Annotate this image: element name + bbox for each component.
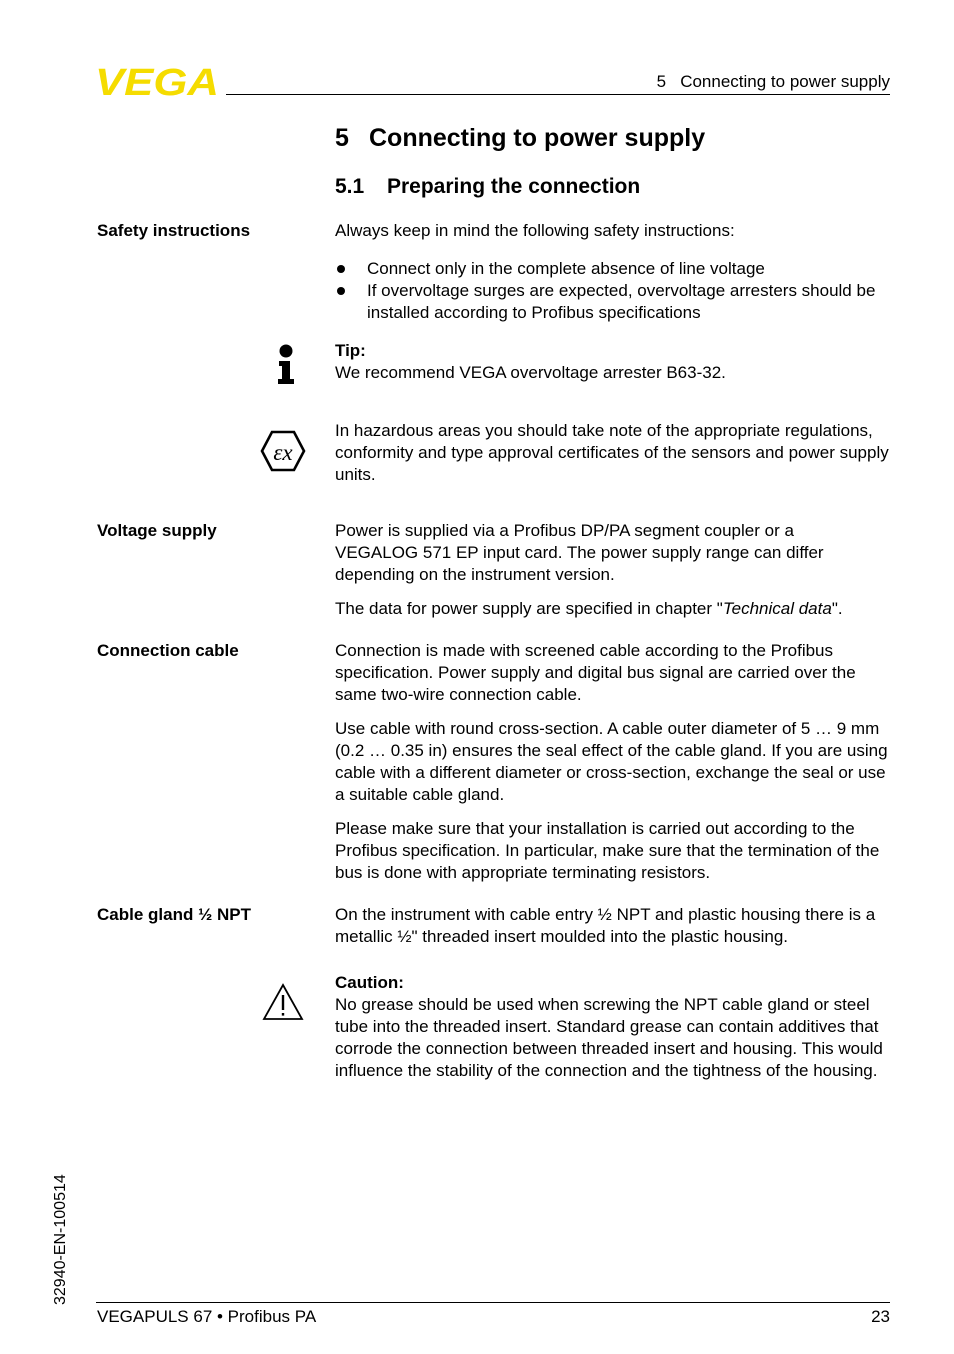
safety-intro: Always keep in mind the following safety instructions: <box>335 221 735 240</box>
tip-title: Tip: <box>335 341 366 360</box>
gland-paragraph: On the instrument with cable entry ½ NPT and plastic housing there is a metallic ½" threaded insert moulded into the plastic housing. <box>335 905 876 946</box>
cable-paragraph-2: Use cable with round cross-section. A cable outer diameter of 5 … 9 mm (0.2 … 0.35 in) ensures the seal effect of the cable gland. If you are using cable with a different diameter or cross-section, exchange the seal or use a suitable cable gland. <box>335 719 888 804</box>
ex-note-text: In hazardous areas you should take note of the appropriate regulations, conformity and type approval certificates of the sensors and power supply units. <box>335 421 889 484</box>
caution-text: No grease should be used when screwing the NPT cable gland or steel tube into the threaded insert. Standard grease can contain additives that corrode the connection between threaded insert and housing. This would influence the stability of the connection and the tightness of the housing. <box>335 995 883 1080</box>
info-icon <box>276 344 296 386</box>
header-rule <box>226 94 890 95</box>
section-heading <box>335 173 640 201</box>
ex-icon <box>260 430 306 472</box>
caution-title: Caution: <box>335 973 404 992</box>
side-heading-gland: Cable gland ½ NPT <box>97 905 251 924</box>
warning-icon <box>261 982 305 1022</box>
side-heading-safety: Safety instructions <box>97 221 251 240</box>
technical-data-reference: Technical data <box>722 599 832 618</box>
tip-text: We recommend VEGA overvoltage arrester B63-32. <box>335 363 726 382</box>
svg-text:εx: εx <box>273 440 293 465</box>
safety-list <box>335 258 895 324</box>
cable-paragraph-3: Please make sure that your installation is carried out according to the Profibus specification. In particular, make sure that the termination of the bus is done with appropriate terminating resistors. <box>335 819 880 882</box>
svg-text:VEGA: VEGA <box>95 64 219 98</box>
cable-paragraph-1: Connection is made with screened cable according to the Profibus specification. Power supply and digital bus signal are carried over the same two-wire connection cable. <box>335 641 856 704</box>
list-item: Connect only in the complete absence of line voltage <box>335 258 895 280</box>
side-heading-voltage: Voltage supply <box>97 521 217 540</box>
section-number: 5.1 <box>335 175 365 198</box>
section-title: Preparing the connection <box>387 175 641 198</box>
page-number: 23 <box>871 1307 890 1326</box>
chapter-title: Connecting to power supply <box>369 124 706 152</box>
footer-rule <box>96 1302 890 1303</box>
document-id: 32940-EN-100514 <box>52 1174 69 1305</box>
footer-product: VEGAPULS 67 • Profibus PA <box>97 1307 317 1326</box>
voltage-paragraph-2: The data for power supply are specified in chapter "Technical data". <box>335 599 843 618</box>
running-title: 5 Connecting to power supply <box>656 72 890 91</box>
vega-logo <box>95 64 221 98</box>
voltage-paragraph-1: Power is supplied via a Profibus DP/PA segment coupler or a VEGALOG 571 EP input card. The power supply range can differ depending on the instrument version. <box>335 521 824 584</box>
side-heading-cable: Connection cable <box>97 641 239 660</box>
list-item: If overvoltage surges are expected, overvoltage arresters should be installed according to Profibus specifications <box>335 280 895 324</box>
chapter-heading <box>335 122 705 154</box>
chapter-number: 5 <box>335 124 349 152</box>
